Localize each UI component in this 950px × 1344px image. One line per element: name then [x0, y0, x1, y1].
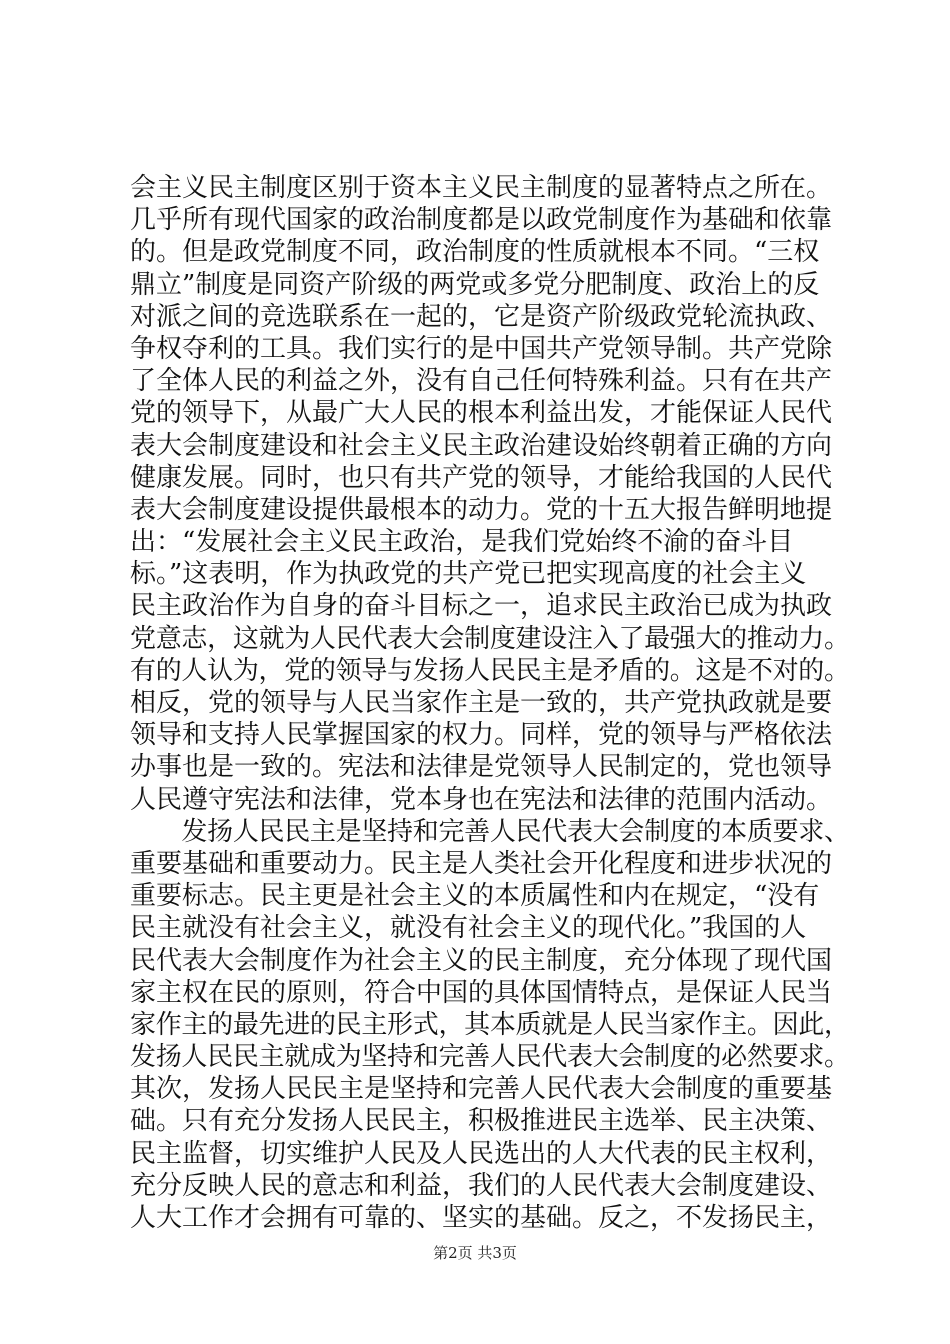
text-line: 党的领导下，从最广大人民的根本利益出发，才能保证人民代	[130, 398, 833, 429]
text-line: 党意志，这就为人民代表大会制度建设注入了最强大的推动力。	[130, 623, 850, 654]
text-line: 发扬人民民主是坚持和完善人民代表大会制度的本质要求、	[130, 816, 850, 847]
text-line: 础。只有充分发扬人民民主，积极推进民主选举、民主决策、	[130, 1106, 833, 1137]
text-line: 的。但是政党制度不同，政治制度的性质就根本不同。“三权	[130, 237, 820, 268]
text-line: 会主义民主制度区别于资本主义民主制度的显著特点之所在。	[130, 173, 833, 203]
text-line: 民主监督，切实维护人民及人民选出的人大代表的民主权利，	[130, 1138, 833, 1169]
body-text	[130, 172, 850, 1234]
text-line: 表大会制度建设提供最根本的动力。党的十五大报告鲜明地提	[130, 494, 833, 525]
text-line: 几乎所有现代国家的政治制度都是以政党制度作为基础和依靠	[130, 205, 833, 236]
text-line: 人大工作才会拥有可靠的、坚实的基础。反之，不发扬民主，	[130, 1203, 833, 1233]
text-line: 重要标志。民主更是社会主义的本质属性和内在规定，“没有	[130, 881, 820, 912]
text-line: 健康发展。同时，也只有共产党的领导，才能给我国的人民代	[130, 462, 833, 493]
text-line: 办事也是一致的。宪法和法律是党领导人民制定的，党也领导	[130, 752, 833, 783]
text-line: 对派之间的竞选联系在一起的，它是资产阶级政党轮流执政、	[130, 301, 833, 332]
text-line: 鼎立”制度是同资产阶级的两党或多党分肥制度、政治上的反	[130, 269, 820, 300]
text-line: 发扬人民民主就成为坚持和完善人民代表大会制度的必然要求。	[130, 1042, 850, 1073]
text-line: 标。”这表明，作为执政党的共产党已把实现高度的社会主义	[130, 559, 807, 590]
text-line: 民代表大会制度作为社会主义的民主制度，充分体现了现代国	[130, 945, 833, 976]
text-line: 充分反映人民的意志和利益，我们的人民代表大会制度建设、	[130, 1170, 833, 1201]
page-footer: 第2页 共3页	[433, 1244, 517, 1262]
text-line: 家主权在民的原则，符合中国的具体国情特点，是保证人民当	[130, 977, 833, 1008]
text-line: 民主政治作为自身的奋斗目标之一，追求民主政治已成为执政	[130, 591, 833, 622]
text-line: 有的人认为，党的领导与发扬人民民主是矛盾的。这是不对的。	[130, 655, 850, 686]
text-line: 表大会制度建设和社会主义民主政治建设始终朝着正确的方向	[130, 430, 833, 461]
text-line: 人民遵守宪法和法律，党本身也在宪法和法律的范围内活动。	[130, 784, 833, 815]
text-line: 领导和支持人民掌握国家的权力。同样，党的领导与严格依法	[130, 720, 833, 751]
text-line: 重要基础和重要动力。民主是人类社会开化程度和进步状况的	[130, 848, 833, 879]
text-line: 了全体人民的利益之外，没有自己任何特殊利益。只有在共产	[130, 366, 833, 397]
text-line: 民主就没有社会主义，就没有社会主义的现代化。”我国的人	[130, 913, 807, 944]
text-line: 相反，党的领导与人民当家作主是一致的，共产党执政就是要	[130, 688, 833, 718]
text-line: 出：“发展社会主义民主政治，是我们党始终不渝的奋斗目	[130, 527, 794, 558]
text-line: 争权夺利的工具。我们实行的是中国共产党领导制。共产党除	[130, 333, 833, 364]
text-line: 家作主的最先进的民主形式，其本质就是人民当家作主。因此，	[130, 1009, 850, 1040]
text-line: 其次，发扬人民民主是坚持和完善人民代表大会制度的重要基	[130, 1074, 833, 1105]
